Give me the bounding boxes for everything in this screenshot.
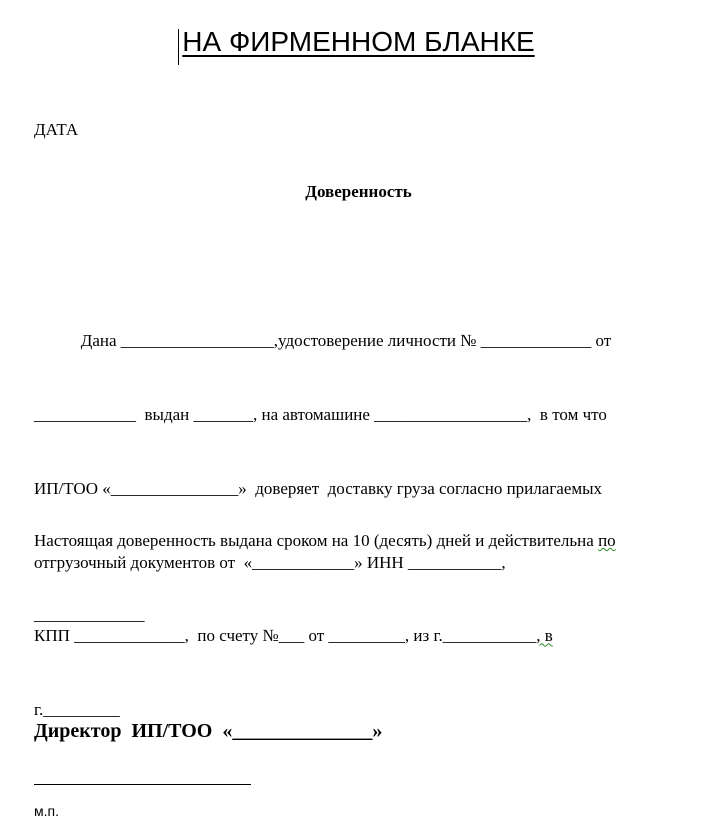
body-line-4: отгрузочный документов от «____________» ИНН ___________,: [34, 552, 506, 572]
body-line-5-tail: , в: [536, 626, 553, 646]
letterhead-title: НА ФИРМЕННОМ БЛАНКЕ: [182, 26, 535, 57]
signature-underline: [34, 784, 251, 785]
body-line-6: г._________: [34, 700, 120, 720]
body-line-1: Дана __________________,удостоверение личности № _____________ от: [34, 331, 612, 351]
body-line-3: ИП/ТОО «_______________» доверяет доставку груза согласно прилагаемых: [34, 478, 603, 498]
body-line-5-text: КПП _____________, по счету №___ от _________, из г.___________: [34, 626, 537, 646]
validity-blank: _____________: [34, 604, 145, 624]
validity-po: по: [598, 531, 616, 551]
validity-line: [34, 529, 684, 554]
director-signature-line: Директор ИП/ТОО «______________»: [34, 720, 383, 742]
document-title: Доверенность: [305, 182, 412, 201]
validity-text: Настоящая доверенность выдана сроком на 10 (десять) дней и действительна: [34, 531, 599, 551]
text-cursor: [178, 29, 179, 65]
date-label: ДАТА: [34, 120, 79, 139]
body-line-2: ____________ выдан _______, на автомашине __________________, в том что: [34, 404, 607, 424]
stamp-label: м.п.: [34, 803, 59, 819]
validity-paragraph: [34, 480, 684, 677]
